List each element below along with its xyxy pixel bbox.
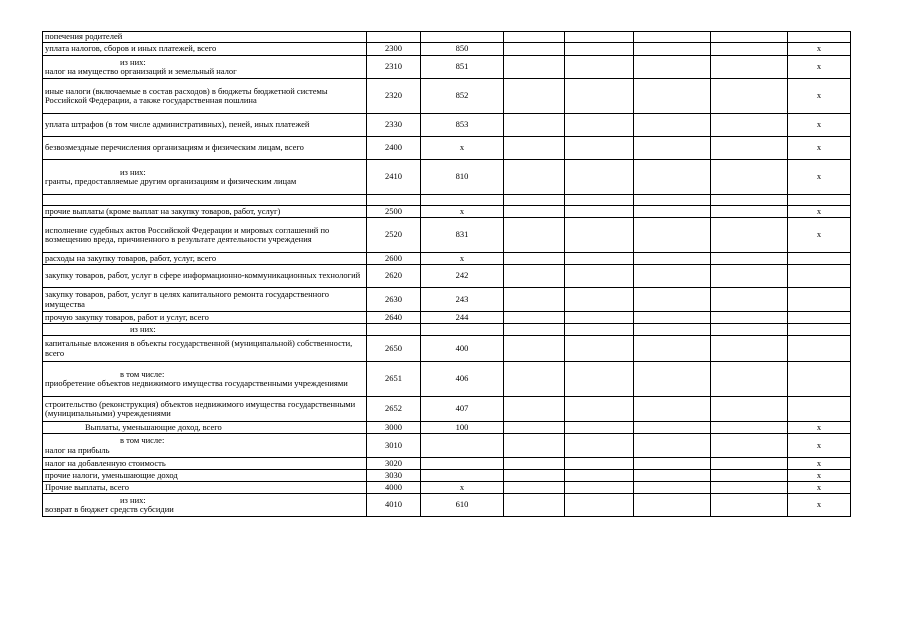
empty-cell	[565, 288, 634, 312]
empty-cell	[634, 265, 711, 288]
row-name-cell	[43, 32, 367, 43]
table-row	[43, 324, 851, 336]
row-x-cell: x	[788, 434, 851, 458]
row-label: закупку товаров, работ, услуг в целях капитального ремонта государственного имущества	[45, 289, 329, 309]
row-label: иные налоги (включаемые в состав расходов) в бюджеты бюджетной системы Российской Федерации, а также государственная пошлина	[45, 85, 328, 105]
row-kbk-cell: x	[421, 253, 504, 265]
financial-table	[42, 31, 851, 517]
row-x-cell: x	[788, 422, 851, 434]
table-row	[43, 494, 851, 517]
empty-cell	[634, 43, 711, 56]
table-row	[43, 160, 851, 195]
row-name-cell	[43, 218, 367, 253]
empty-cell	[634, 312, 711, 324]
row-x-cell: x	[788, 160, 851, 195]
row-subheading: в том числе:	[120, 368, 165, 379]
row-code-cell: 2410	[367, 160, 421, 195]
empty-cell	[711, 218, 788, 253]
table-row	[43, 482, 851, 494]
row-label: возврат в бюджет средств субсидии	[45, 504, 174, 514]
row-code-cell: 2651	[367, 362, 421, 397]
empty-cell	[711, 137, 788, 160]
row-code-cell: 2600	[367, 253, 421, 265]
row-code-cell: 2330	[367, 114, 421, 137]
table-body	[43, 32, 851, 517]
row-kbk-cell: 407	[421, 397, 504, 422]
row-label: прочую закупку товаров, работ и услуг, всего	[45, 311, 209, 322]
empty-cell	[504, 324, 565, 336]
empty-cell	[504, 288, 565, 312]
row-code-cell: 3020	[367, 458, 421, 470]
empty-cell	[634, 218, 711, 253]
row-total-label: Выплаты, уменьшающие доход, всего	[85, 421, 222, 432]
empty-cell	[565, 470, 634, 482]
row-kbk-cell: 244	[421, 312, 504, 324]
table-row	[43, 397, 851, 422]
empty-cell	[504, 206, 565, 218]
row-subheading: в том числе:	[120, 435, 165, 445]
row-label: приобретение объектов недвижимого имущества государственными учреждениями	[45, 378, 348, 388]
empty-cell	[565, 206, 634, 218]
table-row	[43, 114, 851, 137]
table-row	[43, 458, 851, 470]
row-x-cell	[788, 253, 851, 265]
empty-cell	[634, 195, 711, 206]
row-kbk-cell: 242	[421, 265, 504, 288]
table-row	[43, 218, 851, 253]
empty-cell	[711, 422, 788, 434]
row-name-cell	[43, 56, 367, 79]
row-kbk-cell: 400	[421, 336, 504, 362]
empty-cell	[565, 253, 634, 265]
row-name-cell	[43, 422, 367, 434]
empty-cell	[504, 470, 565, 482]
empty-cell	[504, 482, 565, 494]
table-row	[43, 43, 851, 56]
empty-cell	[711, 288, 788, 312]
row-x-cell: x	[788, 206, 851, 218]
row-code-cell: 2650	[367, 336, 421, 362]
row-label: уплата штрафов (в том числе административных), пеней, иных платежей	[45, 119, 310, 130]
row-code-cell: 4010	[367, 494, 421, 517]
table-row	[43, 206, 851, 218]
empty-cell	[565, 137, 634, 160]
row-kbk-cell	[421, 195, 504, 206]
empty-cell	[634, 397, 711, 422]
row-code-cell	[367, 32, 421, 43]
empty-cell	[711, 482, 788, 494]
empty-cell	[565, 362, 634, 397]
row-x-cell	[788, 32, 851, 43]
empty-cell	[565, 397, 634, 422]
row-kbk-cell: 831	[421, 218, 504, 253]
row-code-cell	[367, 195, 421, 206]
row-x-cell	[788, 324, 851, 336]
empty-cell	[711, 324, 788, 336]
empty-cell	[711, 32, 788, 43]
row-kbk-cell: 243	[421, 288, 504, 312]
row-x-cell: x	[788, 137, 851, 160]
row-code-cell: 2500	[367, 206, 421, 218]
row-x-cell	[788, 336, 851, 362]
empty-cell	[711, 114, 788, 137]
row-code-cell: 2310	[367, 56, 421, 79]
empty-cell	[565, 114, 634, 137]
row-kbk-cell	[421, 458, 504, 470]
empty-cell	[711, 494, 788, 517]
empty-cell	[504, 137, 565, 160]
row-x-cell: x	[788, 43, 851, 56]
empty-cell	[504, 56, 565, 79]
table-row	[43, 137, 851, 160]
empty-cell	[711, 434, 788, 458]
empty-cell	[634, 32, 711, 43]
empty-cell	[711, 79, 788, 114]
row-x-cell	[788, 312, 851, 324]
empty-cell	[634, 422, 711, 434]
row-subheading: из них:	[120, 166, 146, 177]
empty-cell	[504, 336, 565, 362]
row-name-cell	[43, 253, 367, 265]
row-label: налог на добавленную стоимость	[45, 457, 166, 468]
empty-cell	[634, 56, 711, 79]
row-name-cell	[43, 79, 367, 114]
table-row	[43, 312, 851, 324]
row-x-cell	[788, 265, 851, 288]
row-name-cell	[43, 362, 367, 397]
row-name-cell	[43, 434, 367, 458]
row-label: закупку товаров, работ, услуг в сфере информационно-коммуникационных технологий	[45, 270, 361, 281]
empty-cell	[504, 218, 565, 253]
row-name-cell	[43, 324, 367, 336]
row-x-cell	[788, 397, 851, 422]
empty-cell	[565, 56, 634, 79]
row-label: налог на имущество организаций и земельный налог	[45, 66, 237, 76]
table-row	[43, 32, 851, 43]
empty-cell	[711, 397, 788, 422]
empty-cell	[565, 32, 634, 43]
row-x-cell: x	[788, 218, 851, 253]
row-name-cell	[43, 458, 367, 470]
table-row	[43, 265, 851, 288]
table-row	[43, 195, 851, 206]
row-name-cell	[43, 482, 367, 494]
row-kbk-cell: 406	[421, 362, 504, 397]
row-x-cell	[788, 362, 851, 397]
table-row	[43, 56, 851, 79]
empty-cell	[565, 434, 634, 458]
empty-cell	[504, 79, 565, 114]
row-x-cell: x	[788, 470, 851, 482]
empty-cell	[504, 362, 565, 397]
empty-cell	[634, 494, 711, 517]
empty-cell	[565, 458, 634, 470]
table-row	[43, 470, 851, 482]
empty-cell	[634, 434, 711, 458]
row-name-cell	[43, 312, 367, 324]
row-kbk-cell	[421, 32, 504, 43]
empty-cell	[634, 470, 711, 482]
empty-cell	[504, 397, 565, 422]
empty-cell	[504, 494, 565, 517]
empty-cell	[565, 43, 634, 56]
row-code-cell: 2400	[367, 137, 421, 160]
empty-cell	[565, 79, 634, 114]
row-kbk-cell: x	[421, 206, 504, 218]
empty-cell	[711, 458, 788, 470]
row-x-cell: x	[788, 114, 851, 137]
row-label: капитальные вложения в объекты государственной (муниципальной) собственности, всего	[45, 338, 353, 358]
row-label: налог на прибыль	[45, 444, 110, 455]
empty-cell	[711, 43, 788, 56]
row-code-cell: 2640	[367, 312, 421, 324]
row-kbk-cell	[421, 470, 504, 482]
empty-cell	[711, 362, 788, 397]
row-x-cell: x	[788, 79, 851, 114]
empty-cell	[504, 43, 565, 56]
empty-cell	[565, 336, 634, 362]
row-kbk-cell	[421, 434, 504, 458]
row-name-cell	[43, 288, 367, 312]
empty-cell	[504, 253, 565, 265]
empty-cell	[565, 422, 634, 434]
row-label: прочие выплаты (кроме выплат на закупку товаров, работ, услуг)	[45, 205, 281, 216]
row-subheading: из них:	[120, 56, 146, 67]
row-kbk-cell	[421, 324, 504, 336]
empty-cell	[634, 288, 711, 312]
empty-cell	[565, 494, 634, 517]
empty-cell	[504, 160, 565, 195]
row-label: безвозмездные перечисления организациям и физическим лицам, всего	[45, 142, 304, 153]
row-code-cell: 2300	[367, 43, 421, 56]
row-label: попечения родителей	[45, 31, 123, 42]
row-name-cell	[43, 397, 367, 422]
empty-cell	[504, 312, 565, 324]
empty-cell	[634, 458, 711, 470]
row-name-cell	[43, 137, 367, 160]
row-kbk-cell: 610	[421, 494, 504, 517]
row-code-cell: 2320	[367, 79, 421, 114]
row-name-cell	[43, 336, 367, 362]
empty-cell	[565, 482, 634, 494]
empty-cell	[634, 253, 711, 265]
empty-cell	[711, 265, 788, 288]
row-kbk-cell: 100	[421, 422, 504, 434]
empty-cell	[711, 312, 788, 324]
row-kbk-cell: 853	[421, 114, 504, 137]
row-kbk-cell: 850	[421, 43, 504, 56]
empty-cell	[504, 434, 565, 458]
empty-cell	[634, 160, 711, 195]
row-label: Прочие выплаты, всего	[45, 481, 130, 492]
empty-cell	[711, 253, 788, 265]
empty-cell	[634, 482, 711, 494]
row-name-cell	[43, 160, 367, 195]
row-code-cell: 2520	[367, 218, 421, 253]
table-row	[43, 288, 851, 312]
row-subheading: из них:	[130, 323, 156, 334]
row-code-cell: 2630	[367, 288, 421, 312]
table-row	[43, 422, 851, 434]
row-kbk-cell: x	[421, 482, 504, 494]
row-kbk-cell: 851	[421, 56, 504, 79]
row-code-cell: 2620	[367, 265, 421, 288]
row-name-cell	[43, 114, 367, 137]
empty-cell	[504, 458, 565, 470]
row-code-cell: 2652	[367, 397, 421, 422]
table-row	[43, 253, 851, 265]
row-label: уплата налогов, сборов и иных платежей, всего	[45, 43, 217, 54]
empty-cell	[711, 470, 788, 482]
table-row	[43, 362, 851, 397]
empty-cell	[504, 195, 565, 206]
empty-cell	[711, 336, 788, 362]
row-name-cell	[43, 265, 367, 288]
row-kbk-cell: x	[421, 137, 504, 160]
empty-cell	[634, 362, 711, 397]
empty-cell	[565, 265, 634, 288]
row-subheading: из них:	[120, 494, 146, 505]
row-name-cell	[43, 206, 367, 218]
row-label: строительство (реконструкция) объектов недвижимого имущества государственными (муниципальными) учреждениями	[45, 398, 356, 418]
row-code-cell: 3030	[367, 470, 421, 482]
row-name-cell	[43, 195, 367, 206]
row-label: исполнение судебных актов Российской Федерации и мировых соглашений по возмещению вреда, причиненного в результате деятельности учреждения	[45, 224, 330, 244]
row-x-cell: x	[788, 494, 851, 517]
empty-cell	[711, 56, 788, 79]
row-label: прочие налоги, уменьшающие доход	[45, 469, 178, 480]
row-label: расходы на закупку товаров, работ, услуг, всего	[45, 252, 217, 263]
empty-cell	[504, 265, 565, 288]
table-row	[43, 79, 851, 114]
row-code-cell: 4000	[367, 482, 421, 494]
empty-cell	[565, 160, 634, 195]
row-name-cell	[43, 494, 367, 517]
empty-cell	[711, 160, 788, 195]
row-code-cell: 3010	[367, 434, 421, 458]
empty-cell	[634, 336, 711, 362]
empty-cell	[565, 195, 634, 206]
empty-cell	[565, 312, 634, 324]
empty-cell	[711, 195, 788, 206]
empty-cell	[634, 79, 711, 114]
table-row	[43, 434, 851, 458]
row-x-cell: x	[788, 56, 851, 79]
row-label: гранты, предоставляемые другим организациям и физическим лицам	[45, 176, 297, 186]
empty-cell	[634, 137, 711, 160]
empty-cell	[504, 114, 565, 137]
empty-cell	[634, 114, 711, 137]
row-name-cell	[43, 43, 367, 56]
row-x-cell: x	[788, 482, 851, 494]
row-code-cell: 3000	[367, 422, 421, 434]
empty-cell	[504, 422, 565, 434]
empty-cell	[565, 218, 634, 253]
empty-cell	[711, 206, 788, 218]
row-code-cell	[367, 324, 421, 336]
empty-cell	[565, 324, 634, 336]
row-kbk-cell: 810	[421, 160, 504, 195]
empty-cell	[634, 324, 711, 336]
row-x-cell: x	[788, 458, 851, 470]
empty-cell	[504, 32, 565, 43]
table-row	[43, 336, 851, 362]
row-x-cell	[788, 195, 851, 206]
row-kbk-cell: 852	[421, 79, 504, 114]
row-x-cell	[788, 288, 851, 312]
empty-cell	[634, 206, 711, 218]
row-name-cell	[43, 470, 367, 482]
